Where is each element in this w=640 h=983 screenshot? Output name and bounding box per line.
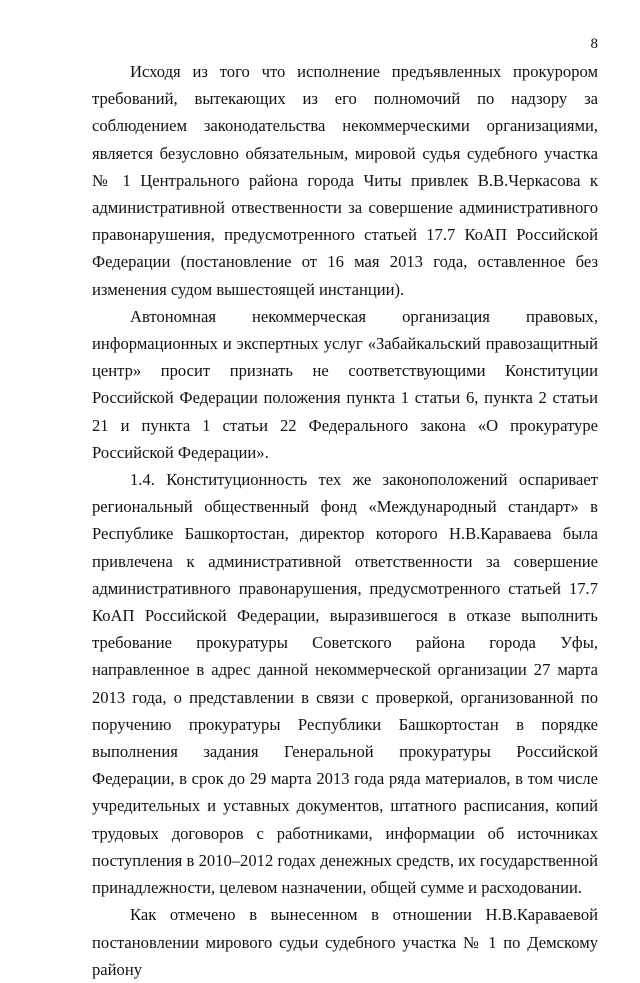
paragraph-3: 1.4. Конституционность тех же законоположений оспаривает региональный общественный фонд «Международный стандарт» в Республике Башкортостан, директор которого Н.В.Караваева была привлечена к административной ответственности за совершение административного правонарушения, предусмотренного статьей 17.7 КоАП Российской Федерации, выразившегося в отказе выполнить требование прокуратуры Советского района города Уфы, направленное в адрес данной некоммерческой организации 27 марта 2013 года, о представлении в связи с проверкой, организованной по поручению прокуратуры Республики Башкортостан в порядке выполнения задания Генеральной прокуратуры Российской Федерации, в срок до 29 марта 2013 года ряда материалов, в том числе учредительных и уставных документов, штатного расписания, копий трудовых договоров с работниками, информации об источниках поступления в 2010–2012 годах денежных средств, их государственной принадлежности, целевом назначении, общей сумме и расходовании.	[92, 470, 598, 898]
paragraph-2: Автономная некоммерческая организация правовых, информационных и экспертных услуг «Забайкальский правозащитный центр» просит признать не соответствующими Конституции Российской Федерации положения пункта 1 статьи 6, пункта 2 статьи 21 и пункта 1 статьи 22 Федерального закона «О прокуратуре Российской Федерации».	[92, 306, 598, 462]
paragraph-4: Как отмечено в вынесенном в отношении Н.В.Караваевой постановлении мирового судьи судебного участка № 1 по Демскому району	[92, 905, 598, 979]
document-body	[92, 58, 598, 983]
paragraph-1: Исходя из того что исполнение предъявленных прокурором требований, вытекающих из его полномочий по надзору за соблюдением законодательства некоммерческими организациями, является безусловно обязательным, мировой судья судебного участка № 1 Центрального района города Читы привлек В.В.Черкасова к административной отвественности за совершение административного правонарушения, предусмотренного статьей 17.7 КоАП Российской Федерации (постановление от 16 мая 2013 года, оставленное без изменения судом вышестоящей инстанции).	[92, 62, 598, 299]
page-number: 8	[590, 36, 598, 52]
